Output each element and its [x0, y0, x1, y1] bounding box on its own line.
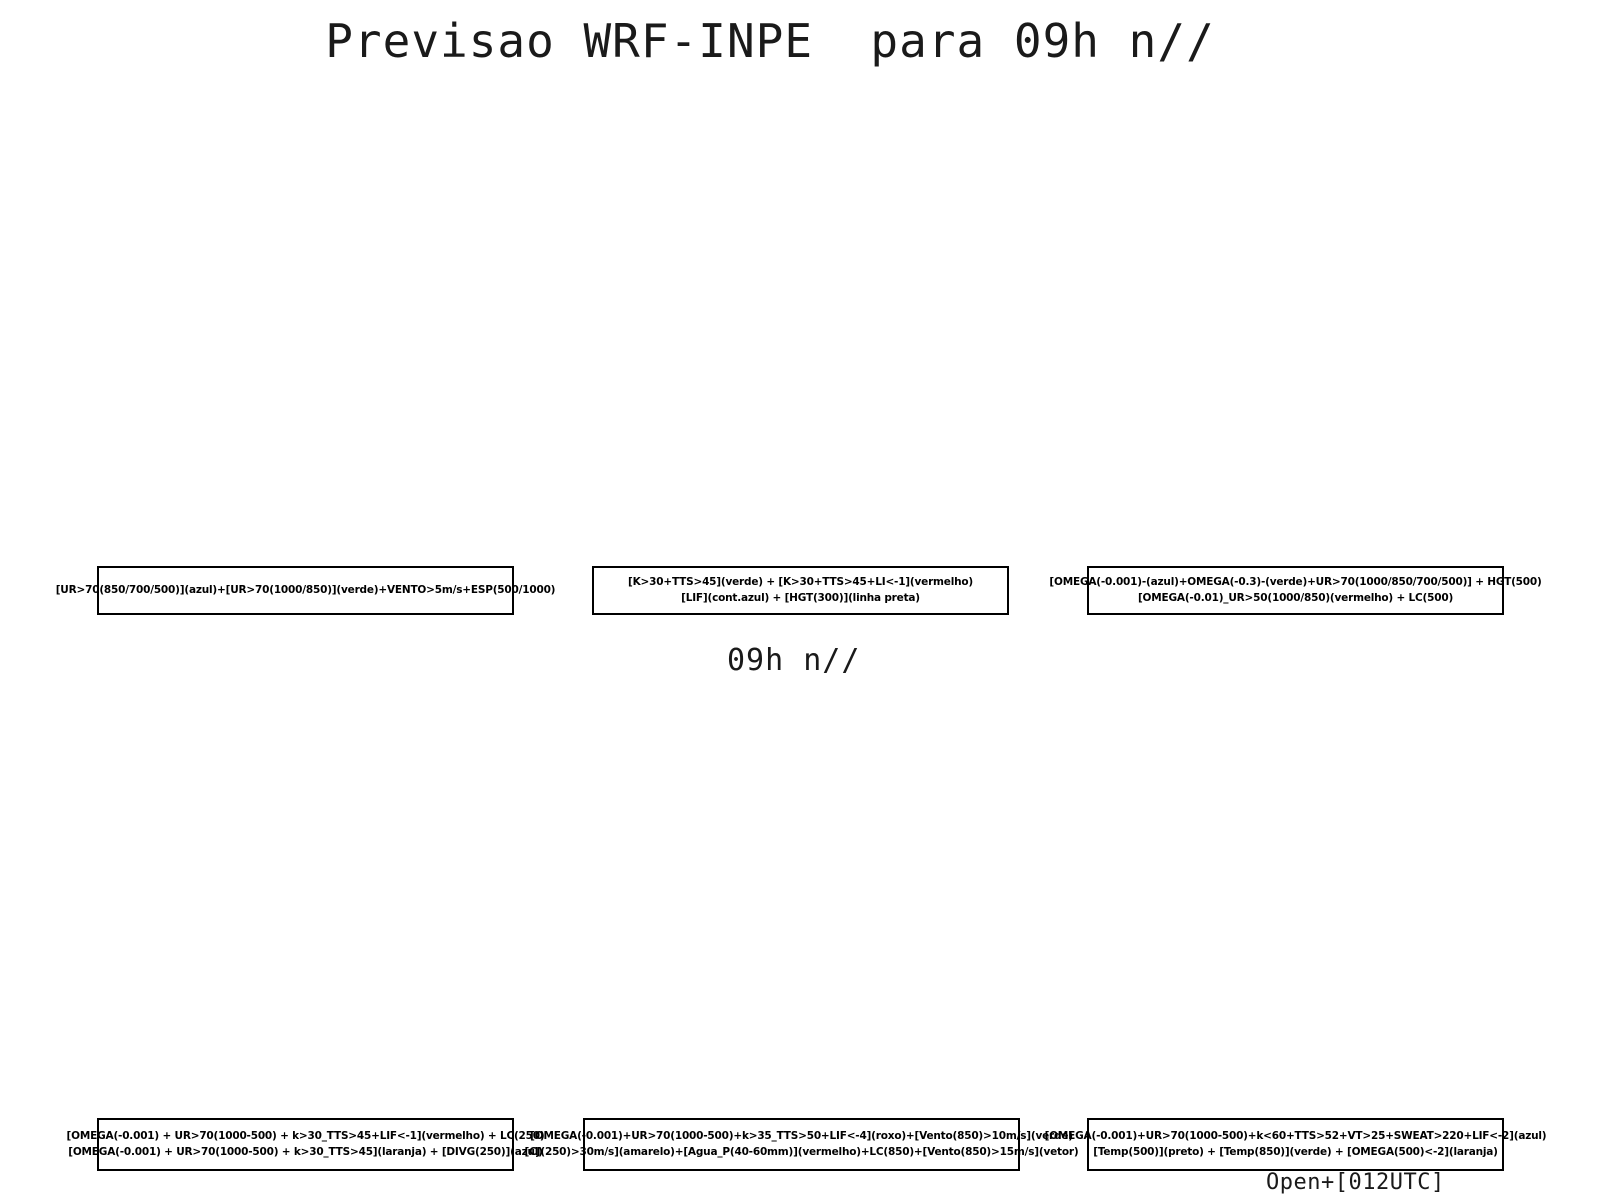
legend-line: [Temp(500)](preto) + [Temp(850)](verde) + [OMEGA(500)<-2](laranja) — [1093, 1145, 1498, 1158]
legend-box-bottom-left — [66, 1118, 545, 1171]
legend-line: [OMEGA(-0.01)_UR>50(1000/850)(vermelho) + LC(500) — [1137, 591, 1454, 604]
section-label: 09h n// — [727, 643, 861, 678]
legend-box-bottom-right — [1044, 1118, 1547, 1171]
legend-line: [K>30+TTS>45](verde) + [K>30+TTS>45+LI<-1](vermelho) — [628, 576, 973, 589]
legend-line: [OMEGA(-0.001) + UR>70(1000-500) + k>30_TTS>45+LIF<-1](vermelho) + LC(250) — [66, 1130, 545, 1143]
legend-box-top-left — [55, 566, 556, 615]
legend-line: [LIF](cont.azul) + [HGT(300)](linha preta) — [681, 591, 920, 604]
page-title: Previsao WRF-INPE para 09h n// — [325, 14, 1215, 68]
legend-box-top-center — [592, 566, 1009, 615]
legend-line: [CJ(250)>30m/s](amarelo)+[Agua_P(40-60mm)](vermelho)+LC(850)+[Vento(850)>15m/s](vetor) — [524, 1145, 1079, 1158]
legend-line: [UR>70(850/700/500)](azul)+[UR>70(1000/850)](verde)+VENTO>5m/s+ESP(500/1000) — [55, 583, 556, 596]
legend-line: [OMEGA(-0.001) + UR>70(1000-500) + k>30_TTS>45](laranja) + [DIVG(250)](azul) — [68, 1145, 543, 1158]
legend-line: [OMEGA(-0.001)-(azul)+OMEGA(-0.3)-(verde)+UR>70(1000/850/700/500)] + HGT(500) — [1049, 576, 1542, 589]
legend-line: [OMEGA(-0.001)+UR>70(1000-500)+k>35_TTS>50+LIF<-4](roxo)+[Vento(850)>10m/s](verde) — [530, 1130, 1073, 1143]
legend-box-bottom-center — [524, 1118, 1079, 1171]
legend-line: [OMEGA(-0.001)+UR>70(1000-500)+k<60+TTS>52+VT>25+SWEAT>220+LIF<-2](azul) — [1044, 1130, 1547, 1143]
footer-label: Open+[012UTC] — [1266, 1170, 1445, 1195]
legend-box-top-right — [1049, 566, 1542, 615]
